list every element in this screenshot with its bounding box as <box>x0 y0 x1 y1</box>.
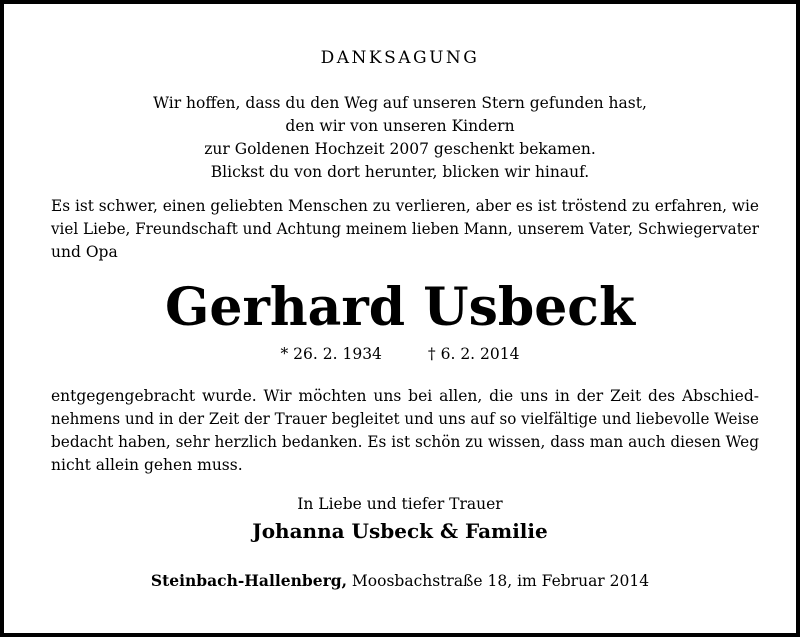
thanks-line: nehmens und in der Zeit der Trauer begleitet und uns auf so vielfältige und liebevolle Weise <box>51 410 759 428</box>
poem-line: Wir hoffen, dass du den Weg auf unseren Stern gefunden hast, <box>153 94 647 112</box>
closing-phrase: In Liebe und tiefer Trauer <box>297 495 503 513</box>
poem-line: den wir von unseren Kindern <box>285 117 515 135</box>
deceased-name: Gerhard Usbeck <box>164 277 635 338</box>
address-date: Moosbachstraße 18, im Februar 2014 <box>346 572 650 590</box>
intro-paragraph <box>51 195 759 264</box>
intro-line: Es ist schwer, einen geliebten Menschen zu verlieren, aber es ist tröstend zu erfahren, wie <box>51 197 759 215</box>
poem-line: Blickst du von dort herunter, blicken wir hinauf. <box>210 163 590 181</box>
thanks-line: entgegengebracht wurde. Wir möchten uns bei allen, die uns in der Zeit des Abschied- <box>51 387 759 405</box>
family-signature: Johanna Usbeck & Familie <box>252 519 548 543</box>
birth-date: * 26. 2. 1934 <box>280 345 382 363</box>
poem <box>4 92 796 184</box>
heading: DANKSAGUNG <box>320 48 480 68</box>
thanks-line: nicht allein gehen muss. <box>51 456 243 474</box>
intro-line: viel Liebe, Freundschaft und Achtung meinem lieben Mann, unserem Vater, Schwiegervater <box>51 220 759 238</box>
thanks-paragraph <box>51 385 759 477</box>
poem-line: zur Goldenen Hochzeit 2007 geschenkt bekamen. <box>204 140 596 158</box>
life-dates <box>4 345 796 363</box>
place-date-line <box>4 571 796 590</box>
thanks-line: bedacht haben, sehr herzlich bedanken. Es ist schön zu wissen, dass man auch diesen Weg <box>51 433 759 451</box>
death-date: † 6. 2. 2014 <box>427 345 520 363</box>
town-name: Steinbach-Hallenberg, <box>150 571 347 590</box>
intro-line: und Opa <box>51 243 118 261</box>
